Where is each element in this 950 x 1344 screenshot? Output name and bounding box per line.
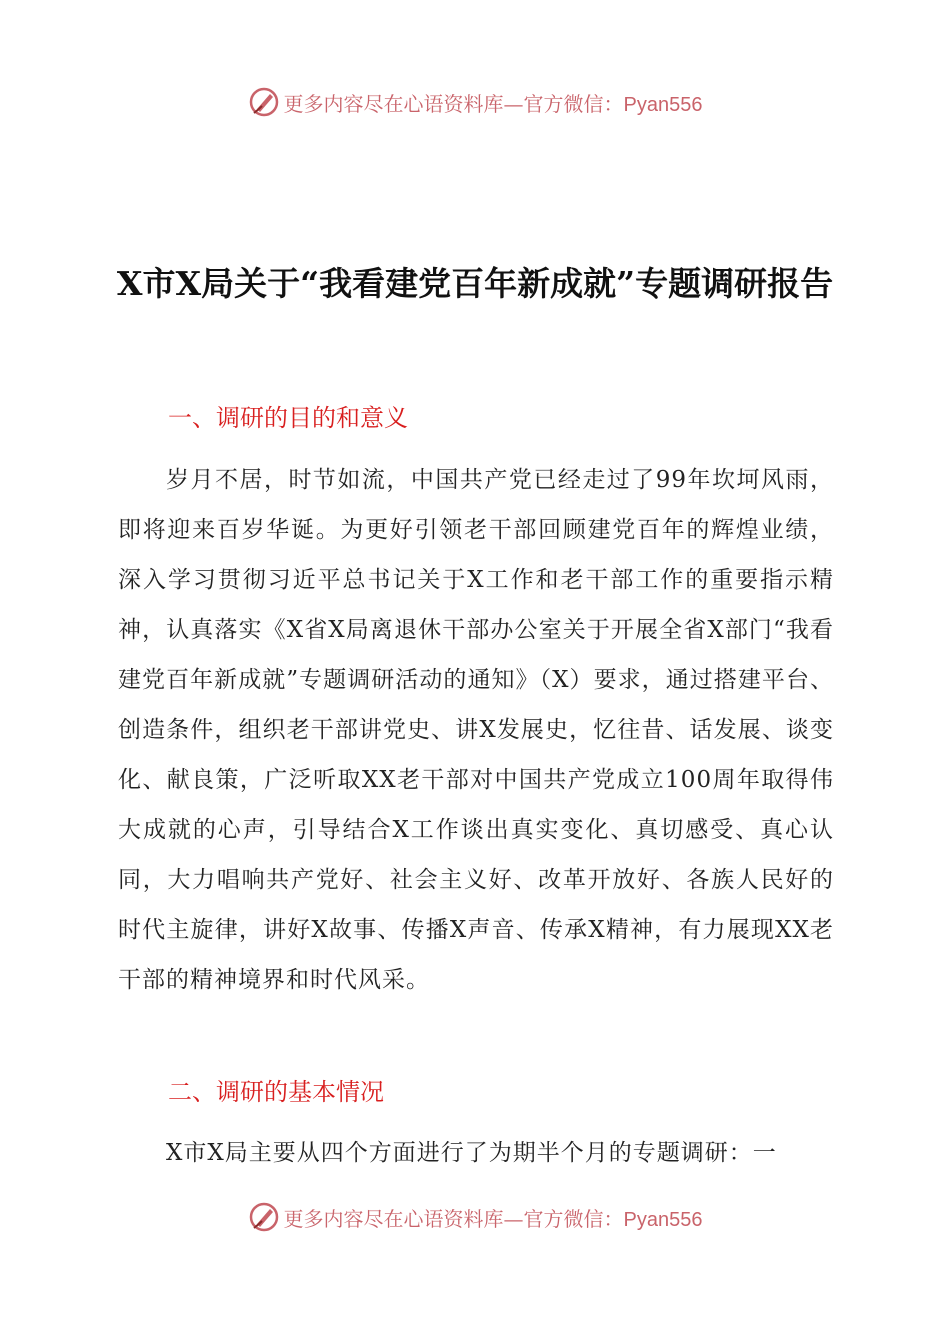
section-paragraph-1: 岁月不居，时节如流，中国共产党已经走过了99年坎坷风雨，即将迎来百岁华诞。为更好引领老干部回顾建党百年的辉煌业绩，深入学习贯彻习近平总书记关于X工作和老干部工作的重要指示精神，认真落实《X省X局离退休干部办公室关于开展全省X部门“我看建党百年新成就”专题调研活动的通知》（X）要求，通过搭建平台、创造条件，组织老干部讲党史、讲X发展史，忆往昔、话发展、谈变化、献良策，广泛听取XX老干部对中国共产党成立100周年取得伟大成就的心声，引导结合X工作谈出真实变化、真切感受、真心认同，大力唱响共产党好、社会主义好、改革开放好、各族人民好的时代主旋律，讲好X故事、传播X声音、传承X精神，有力展现XX老干部的精神境界和时代风采。 — [118, 467, 834, 993]
section-paragraph-2: X市X局主要从四个方面进行了为期半个月的专题调研：一 — [166, 1140, 777, 1166]
watermark-text: 更多内容尽在心语资料库—官方微信： — [283, 1206, 624, 1231]
section-heading-2: 二、调研的基本情况 — [168, 1078, 384, 1106]
watermark-banner-bottom — [0, 1197, 950, 1237]
pen-logo-icon — [248, 1201, 280, 1233]
watermark-banner-top — [0, 82, 950, 122]
wechat-id: Pyan556 — [623, 93, 703, 116]
wechat-id: Pyan556 — [623, 1208, 703, 1231]
section-heading-1: 一、调研的目的和意义 — [168, 404, 408, 432]
pen-logo-icon — [248, 86, 280, 118]
watermark-text: 更多内容尽在心语资料库—官方微信： — [283, 91, 624, 116]
document-title: X市X局关于“我看建党百年新成就”专题调研报告 — [116, 264, 834, 303]
